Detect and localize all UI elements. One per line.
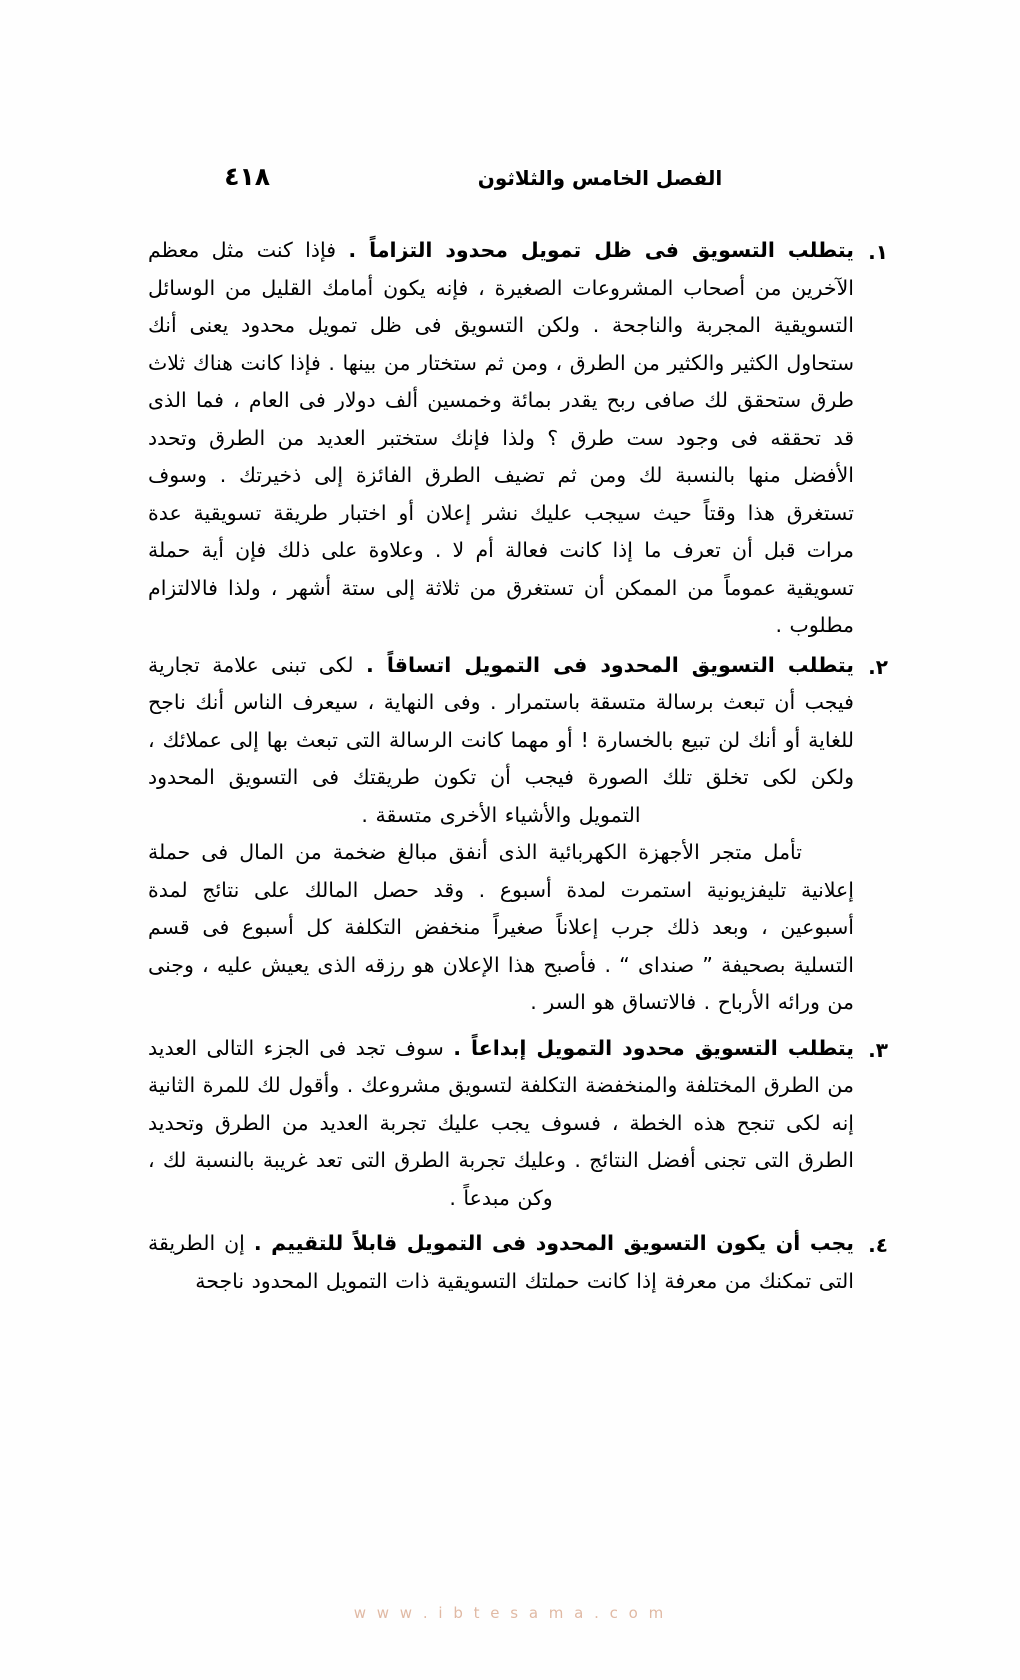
paragraph-lead: يجب أن يكون التسويق المحدود فى التمويل قابلاً للتقييم . (253, 1231, 854, 1255)
list-item-number: ٢. (868, 654, 888, 679)
paragraph-text: لكى تبنى علامة تجارية فيجب أن تبعث برسالة متسقة باستمرار . وفى النهاية ، سيعرف الناس أنك ناجح للغاية أو أنك لن تبيع بالخسارة ! أو مهما كانت الرسالة التى تبعث بها إلى عملائك ، ولكن لكى تخلق تلك الصورة فيجب أن تكون طريقتك فى التسويق المحدود التمويل والأشياء الأخرى متسقة . (148, 652, 854, 827)
paragraph-lead: يتطلب التسويق محدود التمويل إبداعاً . (453, 1035, 854, 1060)
list-item-number: ٣. (868, 1037, 888, 1062)
page-number: ٤١٨ (224, 162, 270, 191)
watermark: w w w . i b t e s a m a . c o m (353, 1604, 667, 1622)
paragraph (148, 1225, 854, 1300)
paragraph-continuation: تأمل متجر الأجهزة الكهربائية الذى أنفق مبالغ ضخمة من المال فى حملة إعلانية تليفزيونية استمرت لمدة أسبوع . وقد حصل المالك على نتائج لمدة أسبوعين ، وبعد ذلك جرب إعلاناً صغيراً منخفض التكلفة كل أسبوع فى قسم التسلية بصحيفة ” صنداى “ . فأصبح هذا الإعلان هو رزقه الذى يعيش عليه ، وجنى من ورائه الأرباح . فالاتساق هو السر . (148, 840, 854, 1014)
list-item-body (148, 1225, 854, 1300)
page-body (148, 232, 888, 1302)
list-item (148, 1225, 888, 1300)
list-item (148, 1030, 888, 1218)
list-item-body (148, 1030, 854, 1218)
paragraph-text: سوف تجد فى الجزء التالى العديد من الطرق المختلفة والمنخفضة التكلفة لتسويق مشروعك . وأقول لك للمرة الثانية إنه لكى تنجح هذه الخطة ، فسوف يجب عليك تجربة العديد من الطرق وتحديد الطرق التى تجنى أفضل النتائج . وعليك تجربة الطرق التى تعد غريبة بالنسبة لك ، وكن مبدعاً . (148, 1035, 854, 1210)
list-item (148, 232, 888, 645)
list-item-body (148, 647, 854, 1022)
paragraph-text: إن الطريقة التى تمكنك من معرفة إذا كانت حملتك التسويقية ذات التمويل المحدود ناجحة (148, 1231, 854, 1293)
running-head (150, 162, 870, 196)
chapter-title: الفصل الخامس والثلاثون (477, 166, 723, 190)
list-item-number: ٤. (868, 1233, 888, 1257)
paragraph-lead: يتطلب التسويق فى ظل تمويل محدود التزاماً . (348, 238, 854, 262)
paragraph (148, 1030, 854, 1218)
paragraph-lead: يتطلب التسويق المحدود فى التمويل اتساقاً . (365, 652, 854, 677)
paragraph-text: فإذا كنت مثل معظم الآخرين من أصحاب المشروعات الصغيرة ، فإنه يكون أمامك القليل من الوسائل التسويقية المجربة والناجحة . ولكن التسويق فى ظل تمويل محدود يعنى أنك ستحاول الكثير والكثير من الطرق ، ومن ثم ستختار من بينها . فإذا كانت هناك ثلاث طرق ستحقق لك صافى ربح يقدر بمائة وخمسين ألف دولار فى العام ، فما الذى قد تحققه فى وجود ست طرق ؟ ولذا فإنك ستختبر العديد من الطرق وتحدد الأفضل منها بالنسبة لك ومن ثم تضيف الطرق الفائزة إلى ذخيرتك . وسوف تستغرق هذا وقتاً حيث سيجب عليك نشر إعلان أو اختبار طريقة تسويقية عدة مرات قبل أن تعرف ما إذا كانت فعالة أم لا . وعلاوة على ذلك فإن أية حملة تسويقية عموماً من الممكن أن تستغرق من ثلاثة إلى ستة أشهر ، ولذا فالالتزام مطلوب . (148, 238, 854, 637)
paragraph (148, 232, 854, 645)
list-item-number: ١. (868, 240, 888, 264)
list-item (148, 647, 888, 1022)
list-item-body (148, 232, 854, 645)
paragraph (148, 647, 854, 835)
